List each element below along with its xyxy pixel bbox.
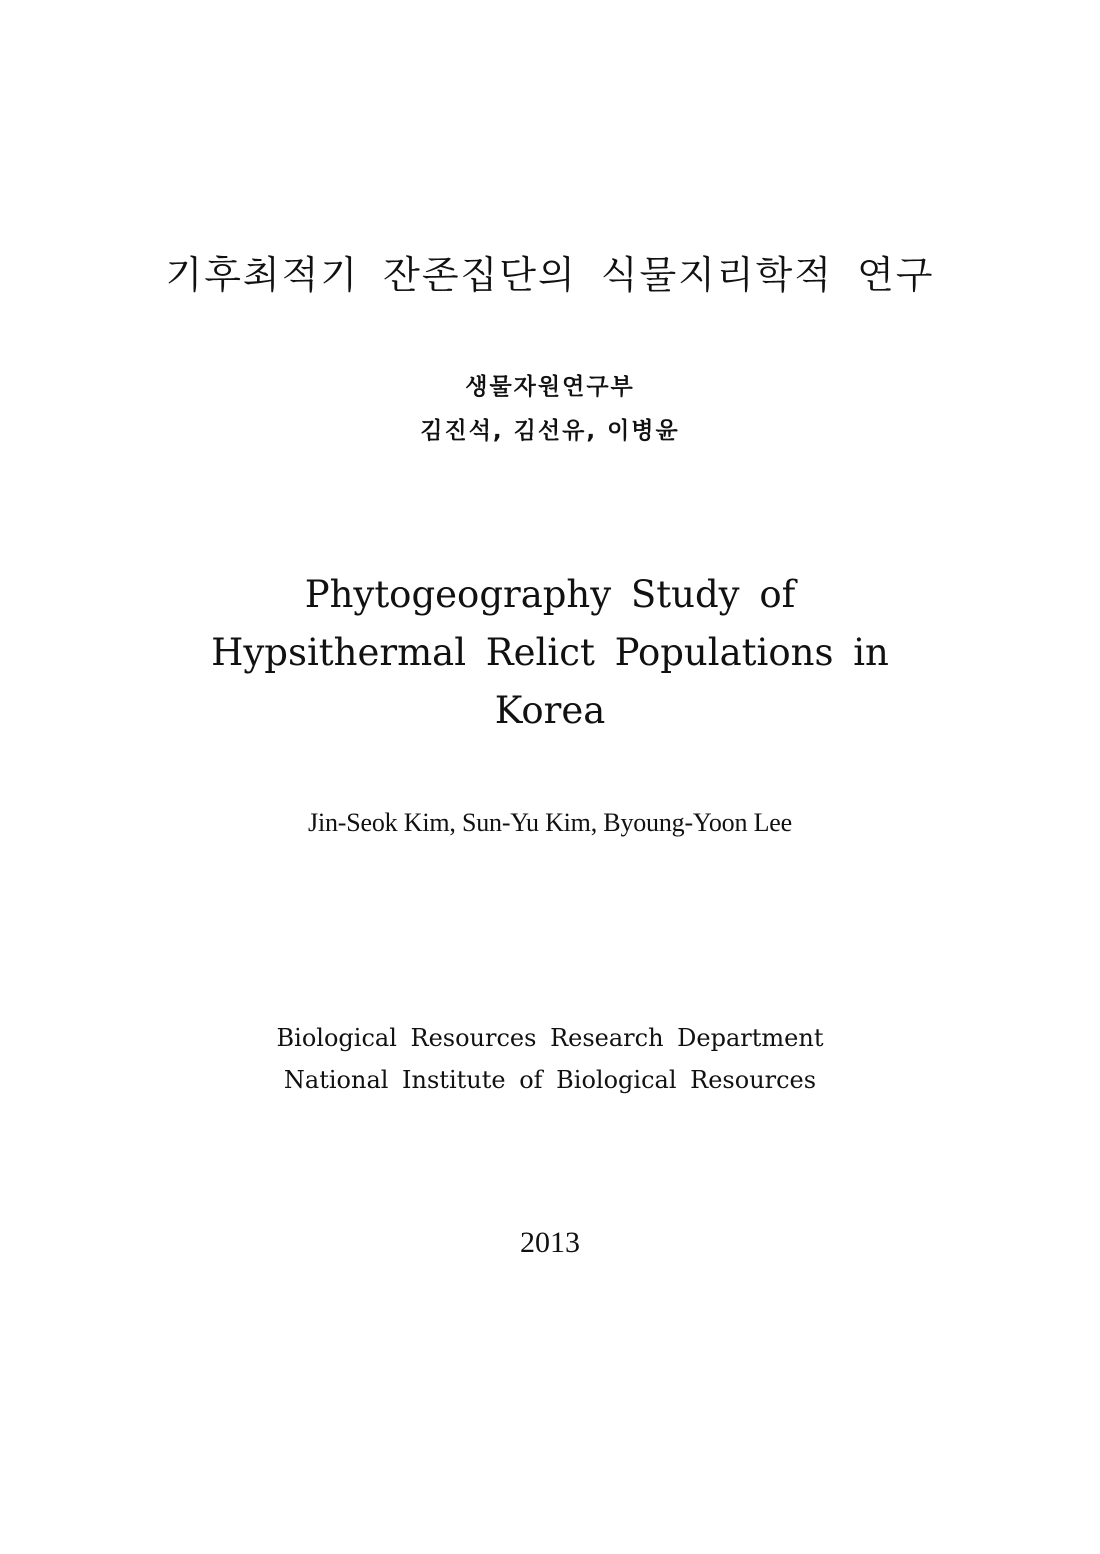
english-department: Biological Resources Research Department — [276, 1024, 824, 1052]
publication-year: 2013 — [520, 1226, 580, 1259]
english-institute: National Institute of Biological Resources — [283, 1066, 817, 1094]
english-title-line-2: Hypsithermal Relict Populations in — [211, 631, 889, 674]
english-authors: Jin-Seok Kim, Sun-Yu Kim, Byoung-Yoon Lee — [308, 808, 792, 837]
korean-title: 기후최적기 잔존집단의 식물지리학적 연구 — [165, 253, 935, 297]
english-title-line-1: Phytogeography Study of — [304, 573, 796, 616]
korean-authors: 김진석, 김선유, 이병윤 — [420, 418, 680, 444]
english-title-line-3: Korea — [494, 689, 606, 732]
korean-department: 생물자원연구부 — [465, 374, 635, 400]
english-title — [150, 566, 950, 740]
